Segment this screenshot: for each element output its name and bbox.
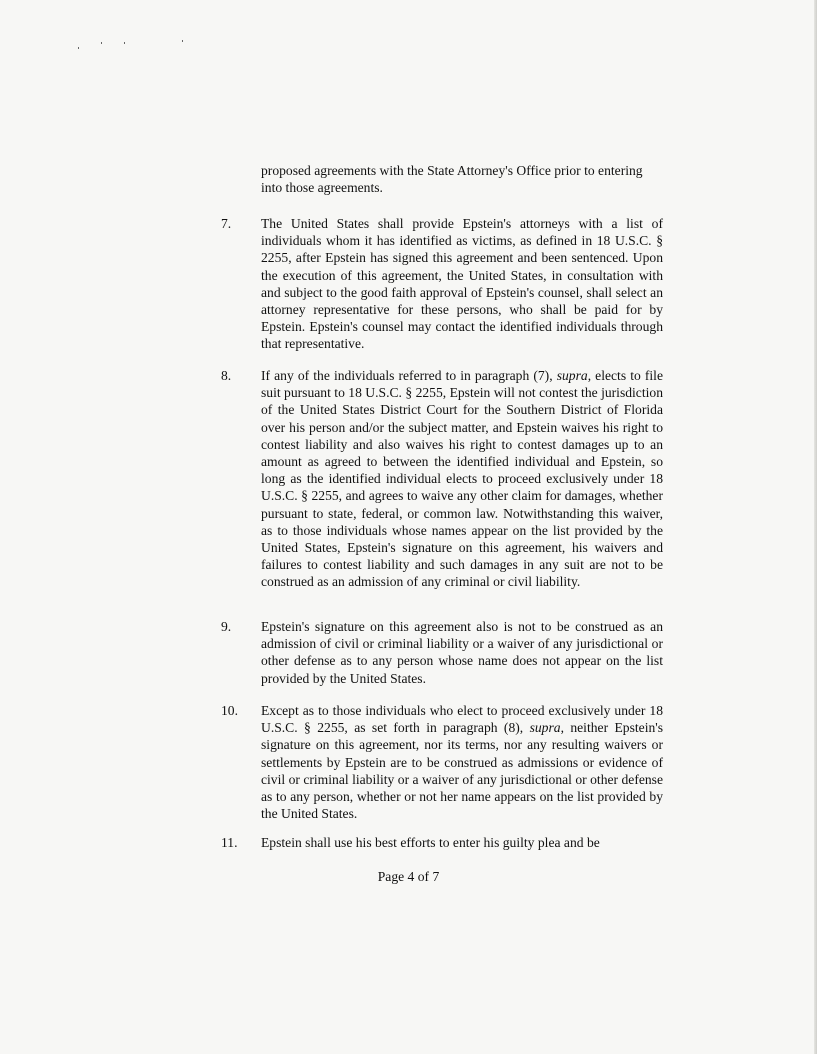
page-number: Page 4 of 7 [377,869,440,884]
paragraph-text: Epstein shall use his best efforts to enter his guilty plea and be [261,835,600,850]
paragraph-number: 9. [221,619,232,634]
paragraph-text: If any of the individuals referred to in paragraph (7), supra, elects to file suit pursuant to 18 U.S.C. § 2255, Epstein will not contest the jurisdiction of the United States District Court for the Southern District of Florida over his person and/or the subject matter, and Epstein waives his right to contest liability and also waives his right to contest damages up to an amount as agreed to between the identified individual and Epstein, so long as the identified individual elects to proceed exclusively under 18 U.S.C. § 2255, and agrees to waive any other claim for damages, whether pursuant to state, federal, or common law. Notwithstanding this waiver, as to those individuals whose names appear on the list provided by the United States, Epstein's signature on this agreement, his waivers and failures to contest liability and such damages in any suit are not to be construed as an admission of any criminal or civil liability. [261,368,663,590]
continuation-text: proposed agreements with the State Attorney's Office prior to entering into those agreements. [261,163,643,196]
italic-supra: supra [556,368,588,383]
italic-supra: supra [529,720,561,736]
paragraph-text: Except as to those individuals who elect to proceed exclusively under 18 U.S.C. § 2255, as set forth in paragraph (8), supra, neither Epstein's signature on this agreement, nor its terms, nor any resulting waivers or settlements by Epstein are to be construed as admissions or evidence of civil or criminal liability or a waiver of any jurisdictional or other defense as to any person, whether or not her name appears on the list provided by the United States. [261,703,664,822]
paragraph-text: The United States shall provide Epstein's attorneys with a list of individuals whom it has identified as victims, as defined in 18 U.S.C. § 2255, after Epstein has signed this agreement and been sentenced. Upon the execution of this agreement, the United States, in consultation with and subject to the good faith approval of Epstein's counsel, shall select an attorney representative for these persons, who shall be paid for by Epstein. Epstein's counsel may contact the identified individuals through that representative. [261,216,663,352]
paragraph-number: 7. [221,216,232,231]
paragraph-number: 11. [221,835,238,850]
paragraph-number: 8. [221,368,232,383]
paragraph-text: Epstein's signature on this agreement also is not to be construed as an admission of civil or criminal liability or a waiver of any jurisdictional or other defense as to any person whose name does not appear on the list provided by the United States. [261,619,663,686]
paragraph-number: 10. [221,703,238,718]
